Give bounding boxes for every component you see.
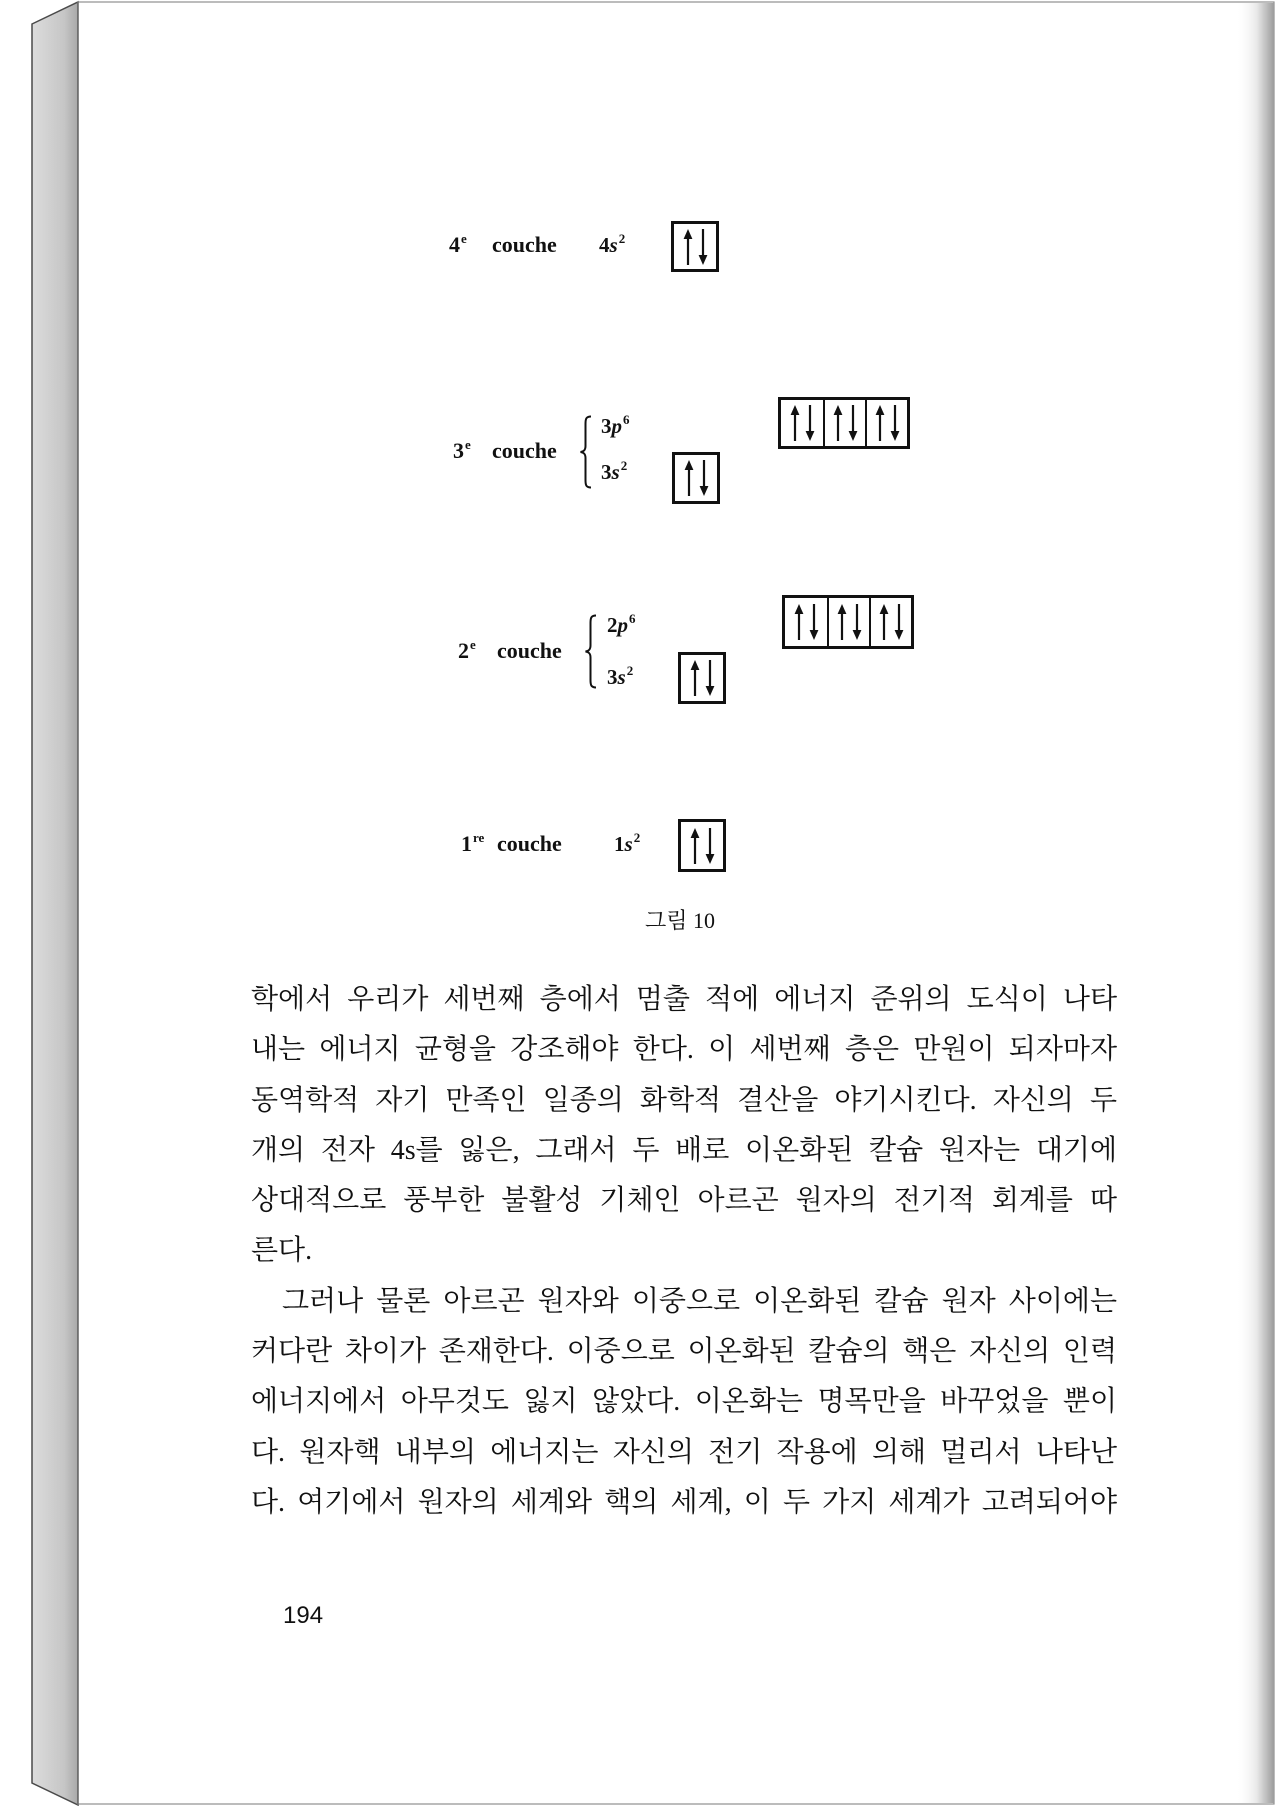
spin-down-arrow-icon xyxy=(699,460,709,496)
shell-number-suffix: e xyxy=(461,231,467,246)
paragraph xyxy=(251,1277,1117,1528)
figure-caption: 그림 10 xyxy=(645,908,716,933)
spin-up-arrow-icon xyxy=(794,604,804,640)
text-line: 동역학적 자기 만족인 일종의 화학적 결산을 야기시킨다. 자신의 두 xyxy=(251,1084,1117,1116)
orbital-count: 2 xyxy=(626,663,634,678)
shell-number-digit: 3 xyxy=(453,438,464,463)
text-line: 개의 전자 4s를 잃은, 그래서 두 배로 이온화된 칼슘 원자는 대기에 xyxy=(251,1134,1117,1166)
spin-up-arrow-icon xyxy=(790,405,800,441)
orbital-box xyxy=(681,822,723,869)
orbital-box xyxy=(781,400,823,446)
curly-brace-icon xyxy=(584,614,598,689)
spin-down-arrow-icon xyxy=(809,604,819,640)
spin-down-arrow-icon xyxy=(805,405,815,441)
shell-number xyxy=(453,438,471,464)
orbital-label-4s xyxy=(599,232,625,258)
spin-down-arrow-icon xyxy=(705,828,715,864)
spin-down-arrow-icon xyxy=(894,604,904,640)
body-text xyxy=(251,975,1117,1528)
shell-word: couche xyxy=(492,232,557,257)
spin-down-arrow-icon xyxy=(705,660,715,696)
orbital-boxes-3s xyxy=(672,452,720,504)
orbital-count: 2 xyxy=(620,458,628,473)
orbital-boxes-3p xyxy=(778,397,910,449)
orbital-label-1s xyxy=(614,831,640,857)
orbital-boxes-s xyxy=(678,652,726,704)
orbital-n: 3 xyxy=(601,414,612,438)
shell-number-suffix: re xyxy=(473,830,485,845)
orbital-box xyxy=(827,598,869,646)
spin-up-arrow-icon xyxy=(690,828,700,864)
spin-up-arrow-icon xyxy=(879,604,889,640)
orbital-boxes-1s xyxy=(678,819,726,872)
orbital-count: 6 xyxy=(623,412,630,427)
orbital-n: 3 xyxy=(601,460,612,484)
orbital-letter: s xyxy=(624,832,633,856)
shell-number xyxy=(458,638,476,664)
text-line: 상대적으로 풍부한 불활성 기체인 아르곤 원자의 전기적 회계를 따 xyxy=(251,1185,1117,1217)
text-line: 학에서 우리가 세번째 층에서 멈출 적에 에너지 준위의 도식이 나타 xyxy=(251,984,1117,1015)
shell-number-digit: 4 xyxy=(449,232,460,257)
shell-number-suffix: e xyxy=(470,637,476,652)
spin-up-arrow-icon xyxy=(683,229,693,265)
shell-number xyxy=(461,831,484,857)
spin-up-arrow-icon xyxy=(684,460,694,496)
spin-up-arrow-icon xyxy=(875,405,885,441)
orbital-count: 2 xyxy=(633,830,641,845)
shell-number-suffix: e xyxy=(465,437,471,452)
orbital-n: 3 xyxy=(607,665,618,689)
curly-brace-icon xyxy=(579,415,593,489)
text-line: 다. 여기에서 원자의 세계와 핵의 세계, 이 두 가지 세계가 고려되어야 xyxy=(251,1486,1117,1518)
text-line: 다. 원자핵 내부의 에너지는 자신의 전기 작용에 의해 멀리서 나타난 xyxy=(251,1436,1117,1468)
orbital-box xyxy=(674,224,716,269)
spin-up-arrow-icon xyxy=(833,405,843,441)
spin-down-arrow-icon xyxy=(698,229,708,265)
orbital-label-2p xyxy=(607,612,636,638)
orbital-box xyxy=(785,598,827,646)
spin-up-arrow-icon xyxy=(690,660,700,696)
orbital-letter: s xyxy=(617,665,626,689)
orbital-box xyxy=(865,400,907,446)
paragraph xyxy=(251,975,1117,1277)
shell-word: couche xyxy=(492,438,557,463)
text-line: 그러나 물론 아르곤 원자와 이중으로 이온화된 칼슘 원자 사이에는 xyxy=(282,1285,1117,1317)
text-line: 른다. xyxy=(251,1235,313,1267)
shell-word: couche xyxy=(497,831,562,856)
spin-up-arrow-icon xyxy=(837,604,847,640)
spin-down-arrow-icon xyxy=(848,405,858,441)
text-line: 내는 에너지 균형을 강조해야 한다. 이 세번째 층은 만원이 되자마자 xyxy=(251,1034,1117,1066)
orbital-n: 4 xyxy=(599,233,610,257)
shell-word: couche xyxy=(497,638,562,663)
orbital-box xyxy=(823,400,865,446)
orbital-boxes-2p xyxy=(782,595,914,649)
orbital-label-3s xyxy=(601,459,627,485)
orbital-letter: p xyxy=(611,414,622,438)
shell-number-digit: 1 xyxy=(461,831,472,856)
orbital-letter: s xyxy=(611,460,620,484)
spin-down-arrow-icon xyxy=(890,405,900,441)
orbital-letter: s xyxy=(609,233,618,257)
orbital-letter: p xyxy=(617,613,628,637)
text-line: 커다란 차이가 존재한다. 이중으로 이온화된 칼슘의 핵은 자신의 인력 xyxy=(251,1336,1117,1368)
orbital-n: 1 xyxy=(614,832,625,856)
page-number: 194 xyxy=(283,1602,324,1629)
orbital-boxes-4s xyxy=(671,221,719,272)
orbital-box xyxy=(869,598,911,646)
orbital-count: 2 xyxy=(618,231,626,246)
orbital-label-s xyxy=(607,664,633,690)
text-line: 에너지에서 아무것도 잃지 않았다. 이온화는 명목만을 바꾸었을 뿐이 xyxy=(251,1386,1117,1418)
orbital-n: 2 xyxy=(607,613,618,637)
spin-down-arrow-icon xyxy=(852,604,862,640)
orbital-label-3p xyxy=(601,413,630,439)
orbital-box xyxy=(681,655,723,701)
shell-number xyxy=(449,232,467,258)
shell-number-digit: 2 xyxy=(458,638,469,663)
orbital-count: 6 xyxy=(629,611,636,626)
orbital-box xyxy=(675,455,717,501)
